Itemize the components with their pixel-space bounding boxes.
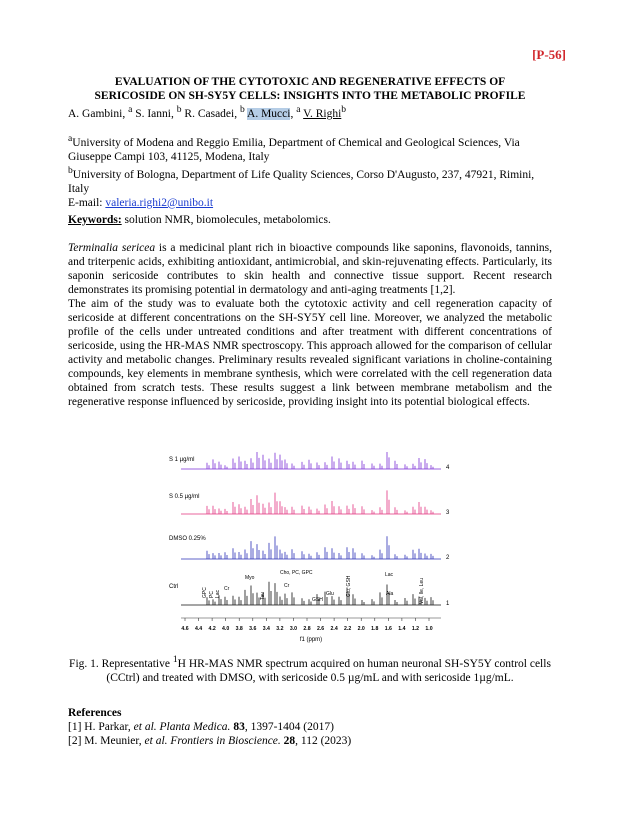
peak-label: GPC	[202, 587, 208, 598]
spectrum-trace	[181, 536, 441, 559]
spectrum-number: 3	[446, 510, 450, 516]
ref-volume: 83	[230, 721, 245, 733]
keywords	[68, 213, 552, 227]
x-axis-tick-label: 1.0	[425, 626, 433, 632]
ref-pages: , 1397-1404 (2017)	[244, 721, 334, 733]
affiliation-mark: b	[68, 164, 73, 176]
affiliation-text: University of Bologna, Department of Life Quality Sciences, Corso D'Augusto, 237, 47921, Rimini, Italy	[68, 168, 535, 195]
x-axis-tick-label: 2.8	[303, 626, 311, 632]
x-axis-tick-label: 4.2	[208, 626, 216, 632]
paragraph-text: is a medicinal plant rich in bioactive compounds like saponins, flavonoids, tannins, and triterpenic acids, exhibiting antioxidant, antimicrobial, and skin-rejuvenating effects. Particularly, its saponin sericoside contributes to skin health and connective tissue support. Recent research demonstrates its promising potential in dermatology and anti-aging treatments [1,2].	[68, 242, 552, 296]
ref-pages: , 112 (2023)	[295, 735, 352, 747]
peak-label: Tau	[260, 591, 266, 600]
spectrum-label-s1: S 1 µg/ml	[169, 457, 195, 463]
x-axis-tick-label: 1.2	[411, 626, 420, 632]
ref-authors: [1] H. Parkar,	[68, 721, 134, 733]
x-axis-tick-label: 3.0	[289, 626, 298, 632]
peak-label: Ala	[386, 591, 394, 597]
x-axis-tick-label: 2.2	[344, 626, 352, 632]
x-axis-ticks	[181, 618, 432, 632]
spectrum-number: 4	[446, 465, 450, 471]
peak-label: Cr	[224, 586, 230, 592]
x-axis-tick-label: 4.6	[181, 626, 189, 632]
author-name-highlighted: A. Mucci	[247, 107, 291, 120]
x-axis-tick-label: 1.8	[371, 626, 379, 632]
ref-volume: 28	[280, 735, 296, 747]
author-affiliation-mark: b	[341, 104, 347, 115]
email-line	[68, 196, 552, 210]
title-line-2: SERICOSIDE ON SH-SY5Y CELLS: INSIGHTS INTO THE METABOLIC PROFILE	[94, 89, 526, 102]
spectrum-number: 2	[446, 555, 450, 561]
author-name: R. Casadei	[184, 107, 235, 120]
x-axis-tick-label: 3.4	[262, 626, 270, 632]
abstract-paragraph-1	[68, 241, 552, 297]
caption-superscript: 1	[172, 654, 178, 665]
author-affiliation-mark: b	[239, 104, 245, 115]
author-list: A. Gambini, $^a$ S. Ianni, $^b$ R. Casadei, $^b$ A. Mucci, $^a$ V. Righi$^b$	[68, 104, 347, 120]
ref-authors: [2] M. Meunier,	[68, 735, 145, 747]
keywords-label: Keywords:	[68, 214, 122, 226]
peak-label: Cr	[284, 583, 290, 589]
peak-label: Glu, GSH	[346, 575, 352, 597]
peak-label: Lac	[385, 572, 394, 578]
author-affiliation-mark: a	[296, 104, 301, 115]
peak-label: PC	[209, 591, 215, 598]
affiliation-b	[68, 164, 552, 196]
affiliations	[68, 132, 552, 210]
peak-label: Lac	[215, 589, 221, 598]
x-axis-label: f1 (ppm)	[299, 637, 323, 643]
caption-text: Fig. 1. Representative	[69, 657, 173, 670]
author-affiliation-mark: b	[176, 104, 182, 115]
peak-label: Cho, PC, GPC	[280, 570, 313, 576]
abstract-body	[68, 241, 552, 409]
species-name: Terminalia sericea	[68, 242, 156, 254]
author-name: A. Gambini	[68, 107, 123, 120]
x-axis-tick-label: 3.2	[276, 626, 284, 632]
email-link[interactable]: valeria.righi2@unibo.it	[105, 196, 214, 209]
title-line-1: EVALUATION OF THE CYTOTOXIC AND REGENERATIVE EFFECTS OF	[114, 76, 506, 88]
x-axis-tick-label: 1.4	[398, 626, 406, 632]
spectrum-label-ctrl: Ctrl	[169, 584, 179, 590]
email-label: E-mail:	[68, 196, 106, 209]
spectrum-number: 1	[446, 601, 450, 607]
peak-label: Val, Ile, Leu	[419, 577, 425, 604]
paper-title	[68, 76, 552, 103]
reference-1	[68, 720, 351, 734]
peak-label: Glu	[326, 591, 334, 597]
spectrum-trace	[181, 490, 441, 514]
ref-journal: et al. Frontiers in Bioscience.	[144, 735, 281, 747]
keywords-text: solution NMR, biomolecules, metabolomics.	[121, 214, 331, 226]
affiliation-text: University of Modena and Reggio Emilia, Department of Chemical and Geological Sciences, Via Giuseppe Campi 103, 41125, Modena, Italy	[68, 136, 520, 163]
spectrum-label-s05: S 0.5 µg/ml	[169, 494, 200, 500]
spectrum-traces	[181, 452, 441, 605]
abstract-paragraph-2: The aim of the study was to evaluate both the cytotoxic activity and cell regeneration capacity of sericoside at different concentrations on the SH-SY5Y cell line. Moreover, we analyzed the metabolic profile of the cells under untreated conditions and after treatment with different concentrations of sericoside, using the HR-MAS NMR spectroscopy. This approach allowed for the comparison of cellular activity and metabolic changes. Preliminary results revealed significant variations in choline-containing compounds, key elements in membrane synthesis, which were correlated with the cell regeneration data obtained from scratch tests. These results suggest a link between membrane metabolism and the regenerative response influenced by sericoside, providing insight into its potential biological effects.	[68, 298, 552, 408]
x-axis-tick-label: 2.6	[316, 626, 325, 632]
x-axis-tick-label: 4.4	[194, 626, 203, 632]
peak-label: Myo	[245, 575, 255, 581]
caption-text: H HR-MAS NMR spectrum acquired on human neuronal SH-SY5Y control cells (CCtrl) and treated with DMSO, with sericoside 0.5 µg/mL and with sericoside 1µg/mL.	[106, 657, 551, 684]
nmr-spectrum-figure	[167, 452, 453, 648]
ref-journal: et al. Planta Medica.	[133, 721, 231, 733]
poster-code: [P-56]	[532, 47, 566, 62]
x-axis-tick-label: 2.0	[357, 626, 365, 632]
x-axis-tick-label: 3.6	[249, 626, 257, 632]
author-affiliation-mark: a	[128, 104, 133, 115]
affiliation-a	[68, 132, 552, 164]
peak-label: GSH	[312, 597, 323, 603]
x-axis-tick-label: 4.0	[222, 626, 230, 632]
x-axis-tick-label: 2.4	[330, 626, 338, 632]
author-name: S. Ianni	[135, 107, 171, 120]
references	[68, 706, 351, 748]
presenting-author-name: V. Righi	[303, 107, 342, 120]
x-axis-tick-label: 1.6	[384, 626, 392, 632]
spectrum-label-dmso: DMSO 0.25%	[169, 536, 206, 542]
spectrum-trace	[181, 452, 441, 469]
x-axis-tick-label: 3.8	[235, 626, 243, 632]
affiliation-mark: a	[68, 133, 73, 144]
references-heading: References	[68, 707, 122, 719]
reference-2	[68, 734, 351, 748]
figure-caption	[68, 653, 552, 685]
